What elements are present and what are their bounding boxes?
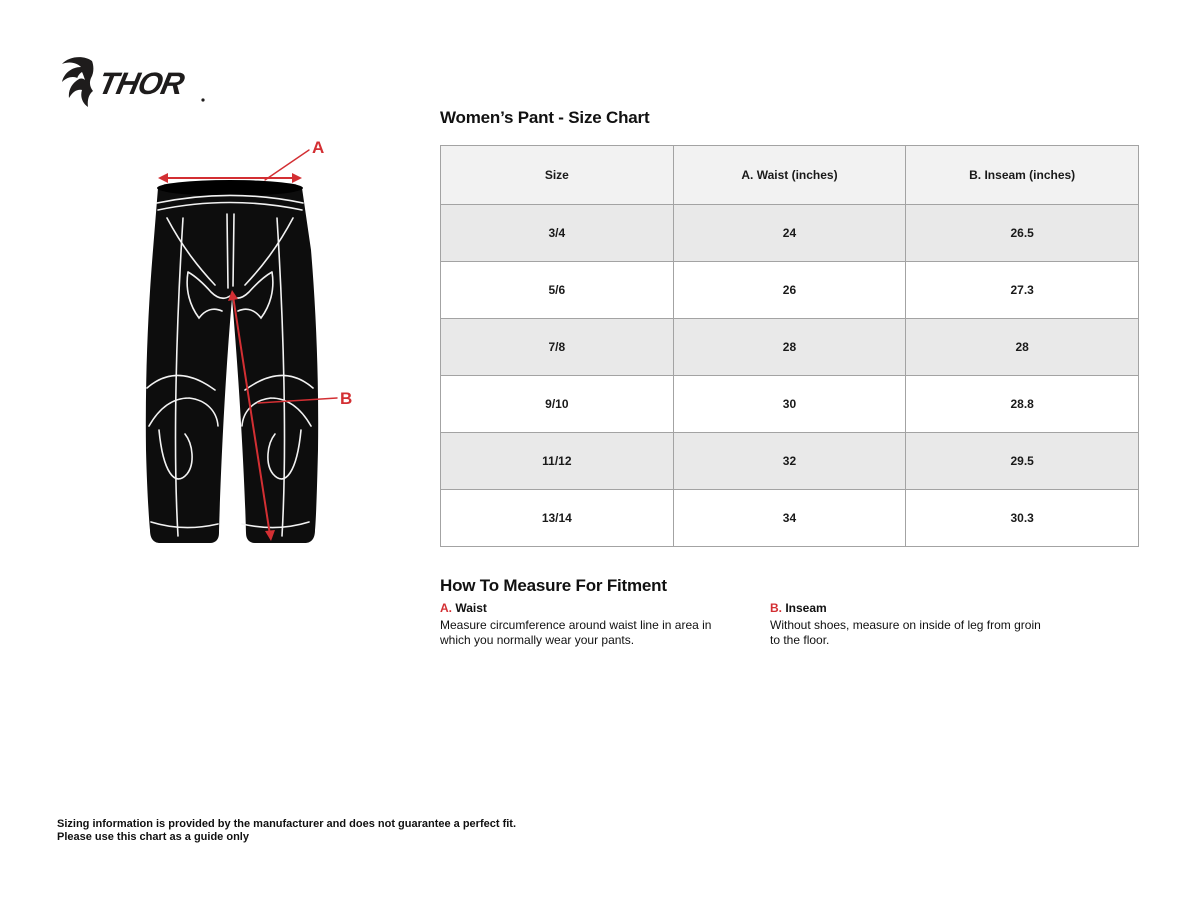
table-cell-waist: 32 [673,433,906,490]
table-cell-waist: 30 [673,376,906,433]
logo-text: THOR [95,66,187,101]
table-cell-inseam: 26.5 [906,205,1139,262]
thor-logo [55,56,225,110]
measure-inseam-heading [770,601,1046,615]
measure-item-inseam [770,601,1046,647]
table-cell-inseam: 27.3 [906,262,1139,319]
table-cell-inseam: 30.3 [906,490,1139,547]
waistband-opening [157,180,303,196]
pants-diagram [125,130,365,560]
table-cell-size: 3/4 [441,205,674,262]
table-header-row [441,146,1139,205]
goat-icon [62,57,93,107]
label-a: A [312,138,325,157]
table-header-waist: A. Waist (inches) [673,146,906,205]
table-row [441,205,1139,262]
pants-silhouette [146,181,318,543]
table-header-inseam: B. Inseam (inches) [906,146,1139,205]
table-cell-waist: 28 [673,319,906,376]
table-cell-waist: 34 [673,490,906,547]
measure-inseam-description: Without shoes, measure on inside of leg from groin to the floor. [770,618,1041,647]
table-cell-waist: 24 [673,205,906,262]
table-cell-inseam: 28 [906,319,1139,376]
table-cell-size: 11/12 [441,433,674,490]
table-header-size: Size [441,146,674,205]
table-cell-size: 9/10 [441,376,674,433]
footer-note [57,818,516,843]
table-cell-inseam: 29.5 [906,433,1139,490]
trademark-dot [201,98,204,101]
footer-line2: Please use this chart as a guide only [57,830,249,843]
table-row [441,262,1139,319]
logo-wordmark [95,66,187,101]
measure-inseam-name: Inseam [785,601,827,615]
measure-item-waist [440,601,732,647]
measure-waist-description: Measure circumference around waist line in area in which you normally wear your pants. [440,618,712,647]
waist-arrow [158,150,309,183]
footer-line1: Sizing information is provided by the manufacturer and does not guarantee a perfect fit. [57,818,517,830]
table-cell-inseam: 28.8 [906,376,1139,433]
how-to-measure-title: How To Measure For Fitment [440,576,667,595]
table-row [441,319,1139,376]
size-table [440,145,1139,547]
table-row [441,490,1139,547]
size-chart-title: Women’s Pant - Size Chart [440,108,650,127]
measure-waist-letter: A. [440,601,452,615]
label-b: B [340,389,353,408]
measure-waist-heading [440,601,732,615]
table-row [441,433,1139,490]
size-table-head [441,146,1139,205]
table-cell-size: 13/14 [441,490,674,547]
table-cell-size: 5/6 [441,262,674,319]
table-row [441,376,1139,433]
measure-inseam-letter: B. [770,601,782,615]
table-cell-size: 7/8 [441,319,674,376]
size-table-body [441,205,1139,547]
measure-waist-name: Waist [455,601,487,615]
table-cell-waist: 26 [673,262,906,319]
